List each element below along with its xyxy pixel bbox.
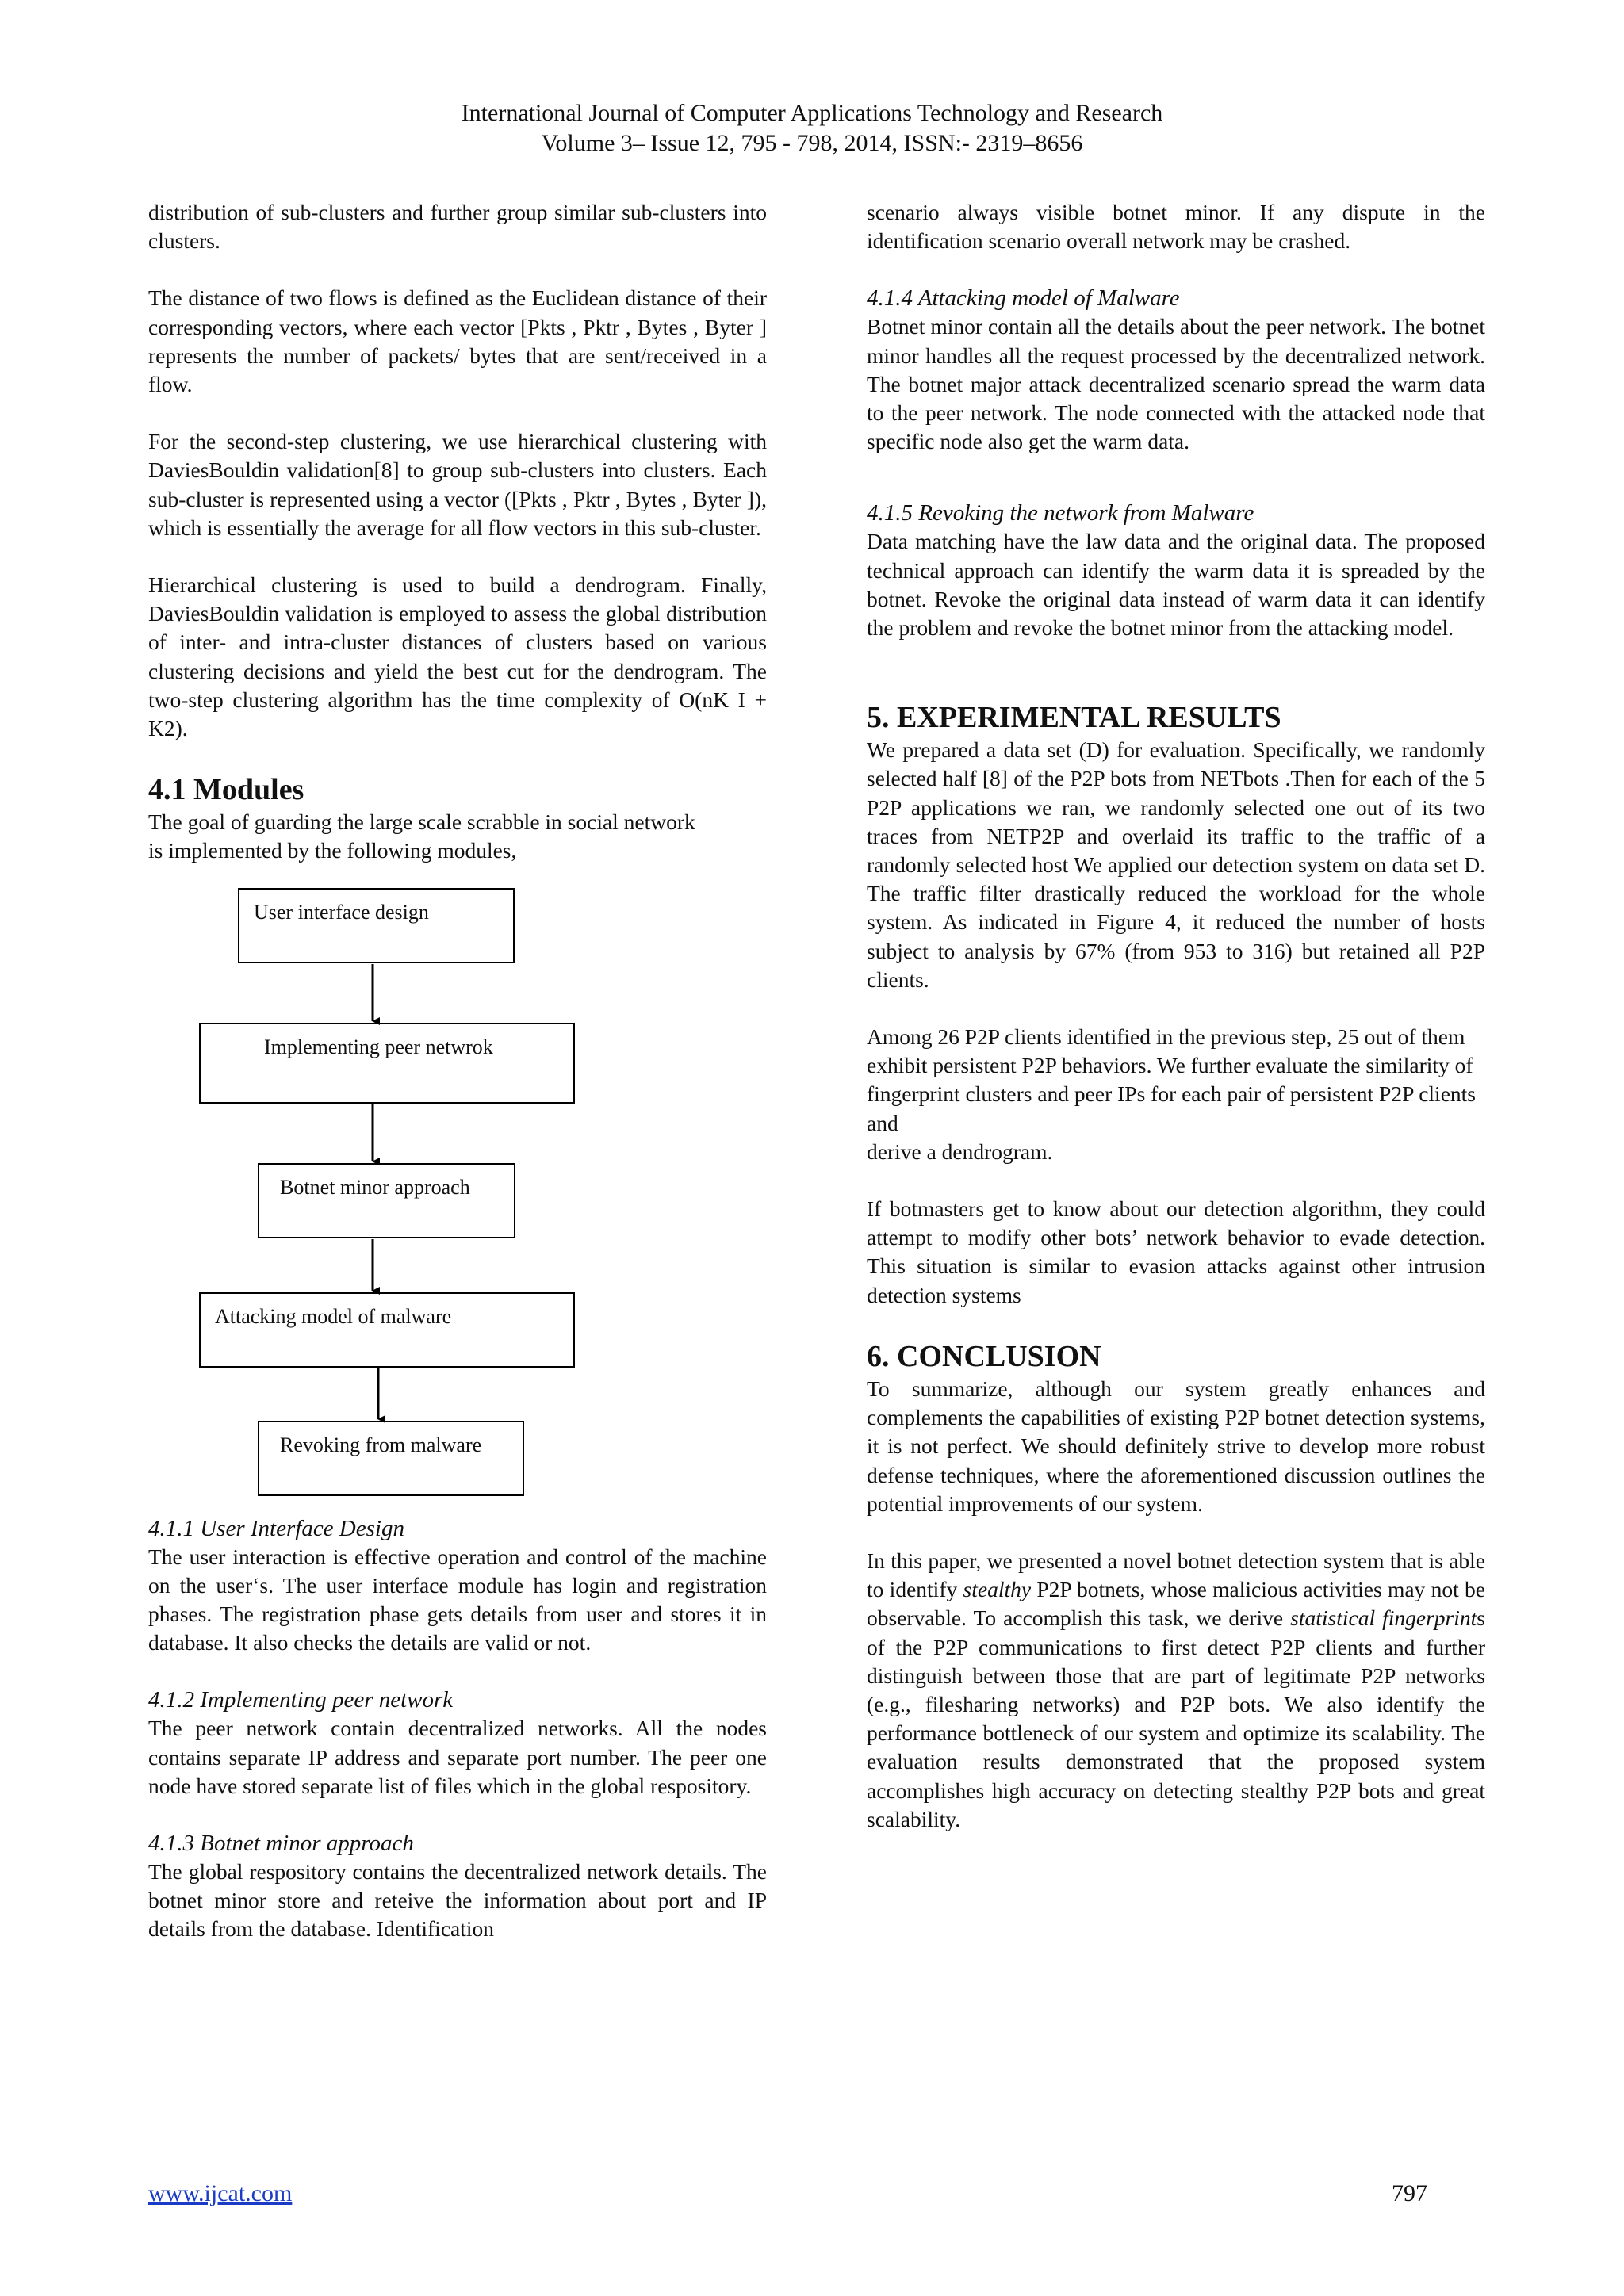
section-4-1-4-heading: 4.1.4 Attacking model of Malware xyxy=(867,285,1180,312)
paragraph: Hierarchical clustering is used to build a dendrogram. Finally, DaviesBouldin validation is employed to assess the global distribution of inter- and intra-cluster distances of clusters based on various clustering decisions and yield the best cut for the dendrogram. The two-step clustering algorithm has the time complexity of O(nK I + K2). xyxy=(148,572,767,741)
paragraph: Data matching have the law data and the original data. The proposed technical approach can identify the warm data it is spreaded by the botnet. Revoke the original data instead of warm data it can identify the problem and revoke the botnet minor from the attacking model. xyxy=(867,529,1485,641)
volume-info: Volume 3– Issue 12, 795 - 798, 2014, ISSN:- 2319–8656 xyxy=(541,130,1083,156)
right-column xyxy=(867,198,1485,1834)
paragraph: derive a dendrogram. xyxy=(867,1138,1053,1164)
section-4-1-2-heading: 4.1.2 Implementing peer network xyxy=(148,1687,454,1713)
paragraph: The user interaction is effective operation and control of the machine on the user‘s. The user interface module has login and registration phases. The registration phase gets details from user and stores it in database. It also checks the details are valid or not. xyxy=(148,1544,767,1655)
paragraph: Botnet minor contain all the details about the peer network. The botnet minor handles all the request processed by the decentralized network. The botnet major attack decentralized scenario spread the warm data to the peer network. The node connected with the attacked node that specific node also get the warm data. xyxy=(867,314,1485,454)
flow-box-botnet-minor: Botnet minor approach xyxy=(258,1163,515,1238)
left-column xyxy=(148,198,767,1944)
section-4-1-5-heading: 4.1.5 Revoking the network from Malware xyxy=(867,500,1254,526)
page-header xyxy=(0,98,1624,159)
section-4-1-3-heading: 4.1.3 Botnet minor approach xyxy=(148,1831,414,1857)
flow-box-revoking: Revoking from malware xyxy=(258,1421,524,1496)
section-4-1-1-heading: 4.1.1 User Interface Design xyxy=(148,1515,404,1541)
journal-title: International Journal of Computer Applications Technology and Research xyxy=(461,100,1163,126)
paragraph: To summarize, although our system greatly enhances and complements the capabilities of existing P2P botnet detection systems, it is not perfect. We should definitely strive to develop more robust defense techniques, where the aforementioned discussion outlines the potential improvements of our system. xyxy=(867,1376,1485,1516)
emphasis: stealthy xyxy=(963,1577,1032,1602)
page-number: 797 xyxy=(1392,2180,1427,2206)
paragraph: In this paper, we presented a novel botnet detection system that is able to identify stealthy P2P botnets, whose malicious activities may not be observable. To accomplish this task, we derive statistical fingerprints of the P2P communications to first detect P2P clients and further distinguish between those that are part of legitimate P2P networks (e.g., filesharing networks) and P2P bots. We also identify the performance bottleneck of our system and optimize its scalability. The evaluation results demonstrated that the proposed system accomplishes high accuracy on detecting stealthy P2P bots and great scalability. xyxy=(867,1548,1485,1831)
module-flowchart xyxy=(148,888,767,1514)
paragraph: For the second-step clustering, we use hierarchical clustering with DaviesBouldin validation[8] to group sub-clusters into clusters. Each sub-cluster is represented using a vector ([Pkts , Pktr , Bytes , Byter ]), which is essentially the average for all flow vectors in this sub-cluster. xyxy=(148,429,767,540)
modules-intro: The goal of guarding the large scale scrabble in social network is implemented by the following modules, xyxy=(148,809,695,863)
flow-box-peer-network: Implementing peer netwrok xyxy=(199,1023,575,1104)
flow-box-user-interface: User interface design xyxy=(238,888,515,963)
paragraph: distribution of sub-clusters and further group similar sub-clusters into clusters. xyxy=(148,200,767,254)
paragraph: If botmasters get to know about our detection algorithm, they could attempt to modify other bots’ network behavior to evade detection. This situation is similar to evasion attacks against other intrusion detection systems xyxy=(867,1196,1485,1307)
section-6-heading: 6. CONCLUSION xyxy=(867,1339,1101,1373)
section-5-heading: 5. EXPERIMENTAL RESULTS xyxy=(867,701,1281,735)
emphasis: statistical fingerprint xyxy=(1290,1605,1477,1631)
paragraph: Among 26 P2P clients identified in the previous step, 25 out of them exhibit persistent P2P behaviors. We further evaluate the similarity of fingerprint clusters and peer IPs for each pair of persistent P2P clients and xyxy=(867,1024,1476,1135)
paragraph: We prepared a data set (D) for evaluation. Specifically, we randomly selected half [8] of the P2P bots from NETbots .Then for each of the 5 P2P applications we ran, we randomly selected one out of its two traces from NETP2P and overlaid its traffic to the traffic of a randomly selected host We applied our detection system on data set D. The traffic filter drastically reduced the workload for the whole system. As indicated in Figure 4, it reduced the number of hosts subject to analysis by 67% (from 953 to 316) but retained all P2P clients. xyxy=(867,737,1485,992)
flow-box-attacking-model: Attacking model of malware xyxy=(199,1292,575,1368)
paragraph: The distance of two flows is defined as the Euclidean distance of their corresponding vectors, where each vector [Pkts , Pktr , Bytes , Byter ] represents the number of packets/ bytes that are sent/received in a flow. xyxy=(148,285,767,397)
journal-website-link[interactable]: www.ijcat.com xyxy=(148,2180,293,2206)
paragraph: The global respository contains the decentralized network details. The botnet minor store and reteive the information about port and IP details from the database. Identification xyxy=(148,1859,767,1942)
paragraph: scenario always visible botnet minor. If any dispute in the identification scenario overall network may be crashed. xyxy=(867,200,1485,254)
paragraph: The peer network contain decentralized networks. All the nodes contains separate IP address and separate port number. The peer one node have stored separate list of files which in the global respository. xyxy=(148,1716,767,1798)
modules-heading: 4.1 Modules xyxy=(148,773,304,807)
